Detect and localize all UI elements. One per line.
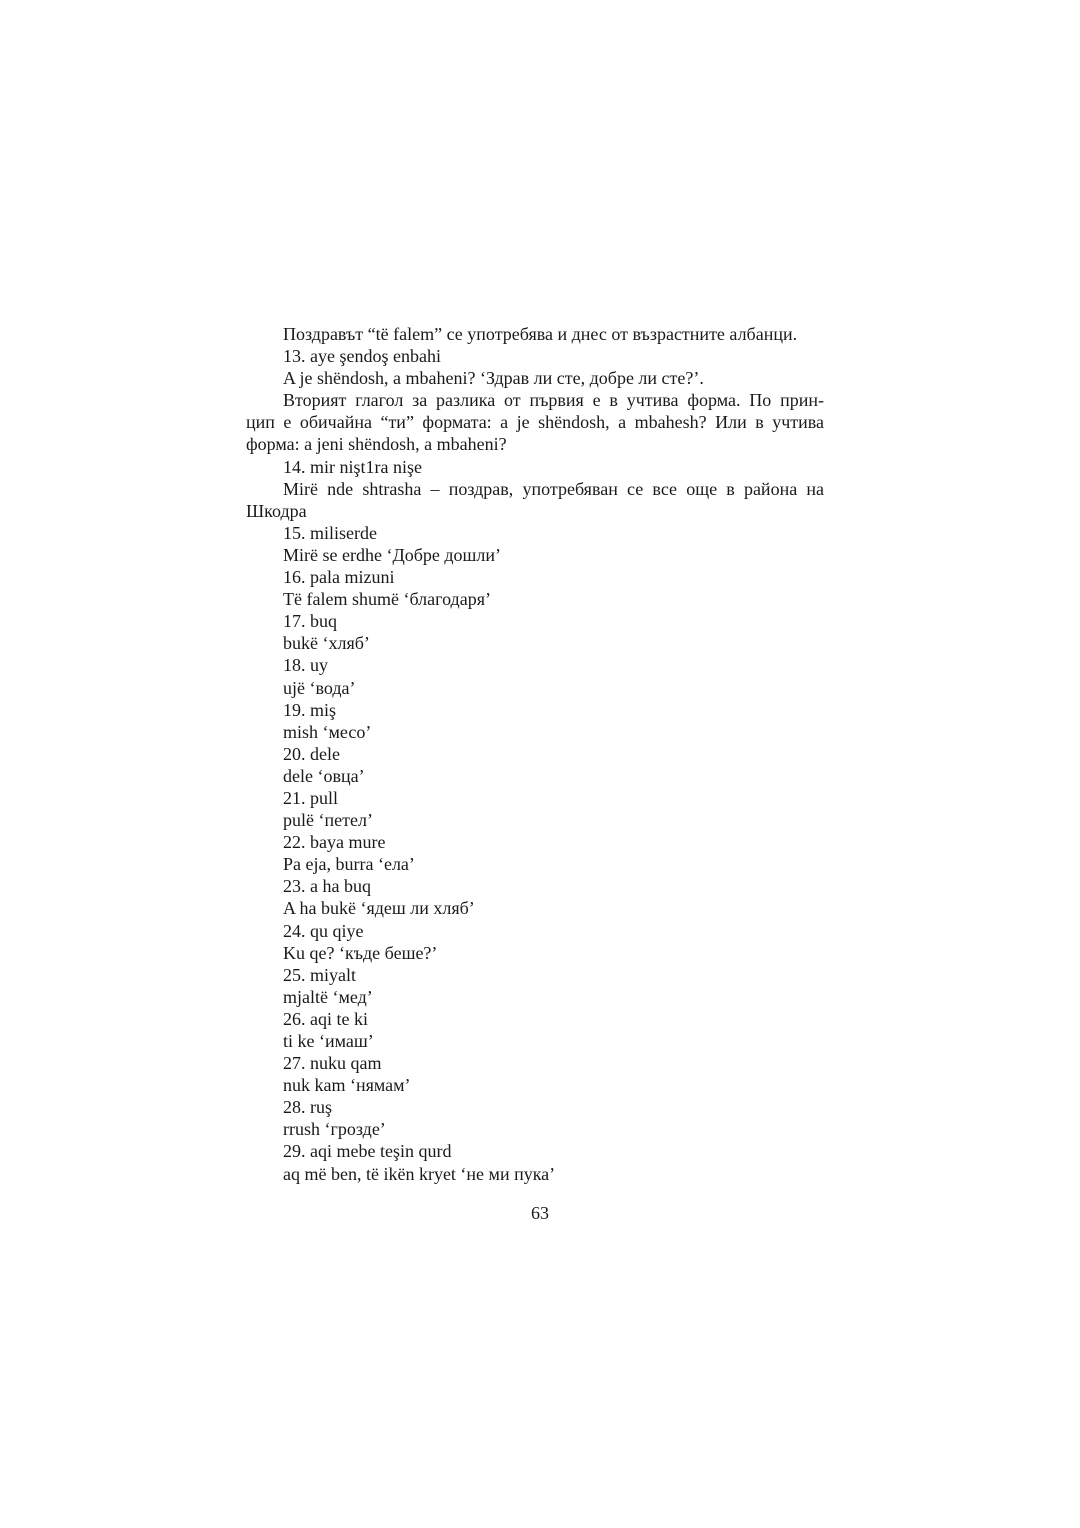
list-item-number: 14. mir nişt1ra nişe [283,456,422,477]
paragraph-line: Шкодра [246,500,307,521]
list-item-number: 15. miliserde [283,522,377,543]
list-item-number: 27. nuku qam [283,1053,382,1074]
list-item-number: 21. pull [283,787,339,808]
list-item-number: 17. buq [283,611,337,632]
list-item-translation: bukë ‘хляб’ [283,633,370,654]
list-item-translation: rrush ‘грозде’ [283,1119,386,1140]
list-item-translation: Të falem shumë ‘благодаря’ [283,589,491,610]
list-item-number: 18. uy [283,655,328,676]
paragraph-line: форма: a jeni shëndosh, a mbaheni? [246,434,507,455]
list-item-number: 28. ruş [283,1097,332,1118]
list-item-translation: nuk kam ‘нямам’ [283,1075,411,1096]
list-item-number: 25. miyalt [283,964,356,985]
list-item-translation: A ha bukë ‘ядеш ли хляб’ [283,898,475,919]
list-item-number: 22. baya mure [283,832,386,853]
list-item-translation: Mirë se erdhe ‘Добре дошли’ [283,544,502,565]
list-item-translation: Pa eja, burra ‘ела’ [283,854,415,875]
list-item-translation: ti ke ‘имаш’ [283,1031,374,1051]
list-item-translation: Ku qe? ‘къде беше?’ [283,942,438,963]
list-item-number: 20. dele [283,743,340,764]
list-item-translation: dele ‘овца’ [283,765,365,786]
list-item-number: 19. miş [283,699,337,720]
list-item-number: 26. aqi te ki [283,1008,368,1029]
paragraph-line: Вторият глагол за разлика от първия е в учтива форма. По прин- [283,390,824,411]
list-item-number: 16. pala mizuni [283,567,395,588]
list-item-number: 23. a ha buq [283,876,371,897]
paragraph-line: Поздравът “të falem” се употребява и днес от възрастните албанци. [283,324,798,344]
list-item-translation: A je shëndosh, a mbaheni? ‘Здрав ли сте, добре ли сте?’. [283,368,704,389]
list-item-translation: aq më ben, të ikën kryet ‘не ми пука’ [283,1163,556,1184]
list-item-translation: pulë ‘петел’ [283,810,373,831]
list-item-number: 29. aqi mebe teşin qurd [283,1141,452,1162]
list-item-translation: ujë ‘вода’ [283,677,356,698]
list-item-translation: mish ‘месо’ [283,721,372,742]
list-item-number: 13. aye şendoş enbahi [283,346,441,367]
page-number: 63 [531,1203,549,1223]
paragraph-line: Mirë nde shtrasha – поздрав, употребяван се все още в района на [283,478,824,499]
list-item-translation: mjaltë ‘мед’ [283,986,373,1007]
body-text [246,323,824,1185]
list-item-number: 24. qu qiye [283,920,364,941]
paragraph-line: цип е обичайна “ти” формата: a je shëndosh, a mbahesh? Или в учтива [246,412,824,433]
